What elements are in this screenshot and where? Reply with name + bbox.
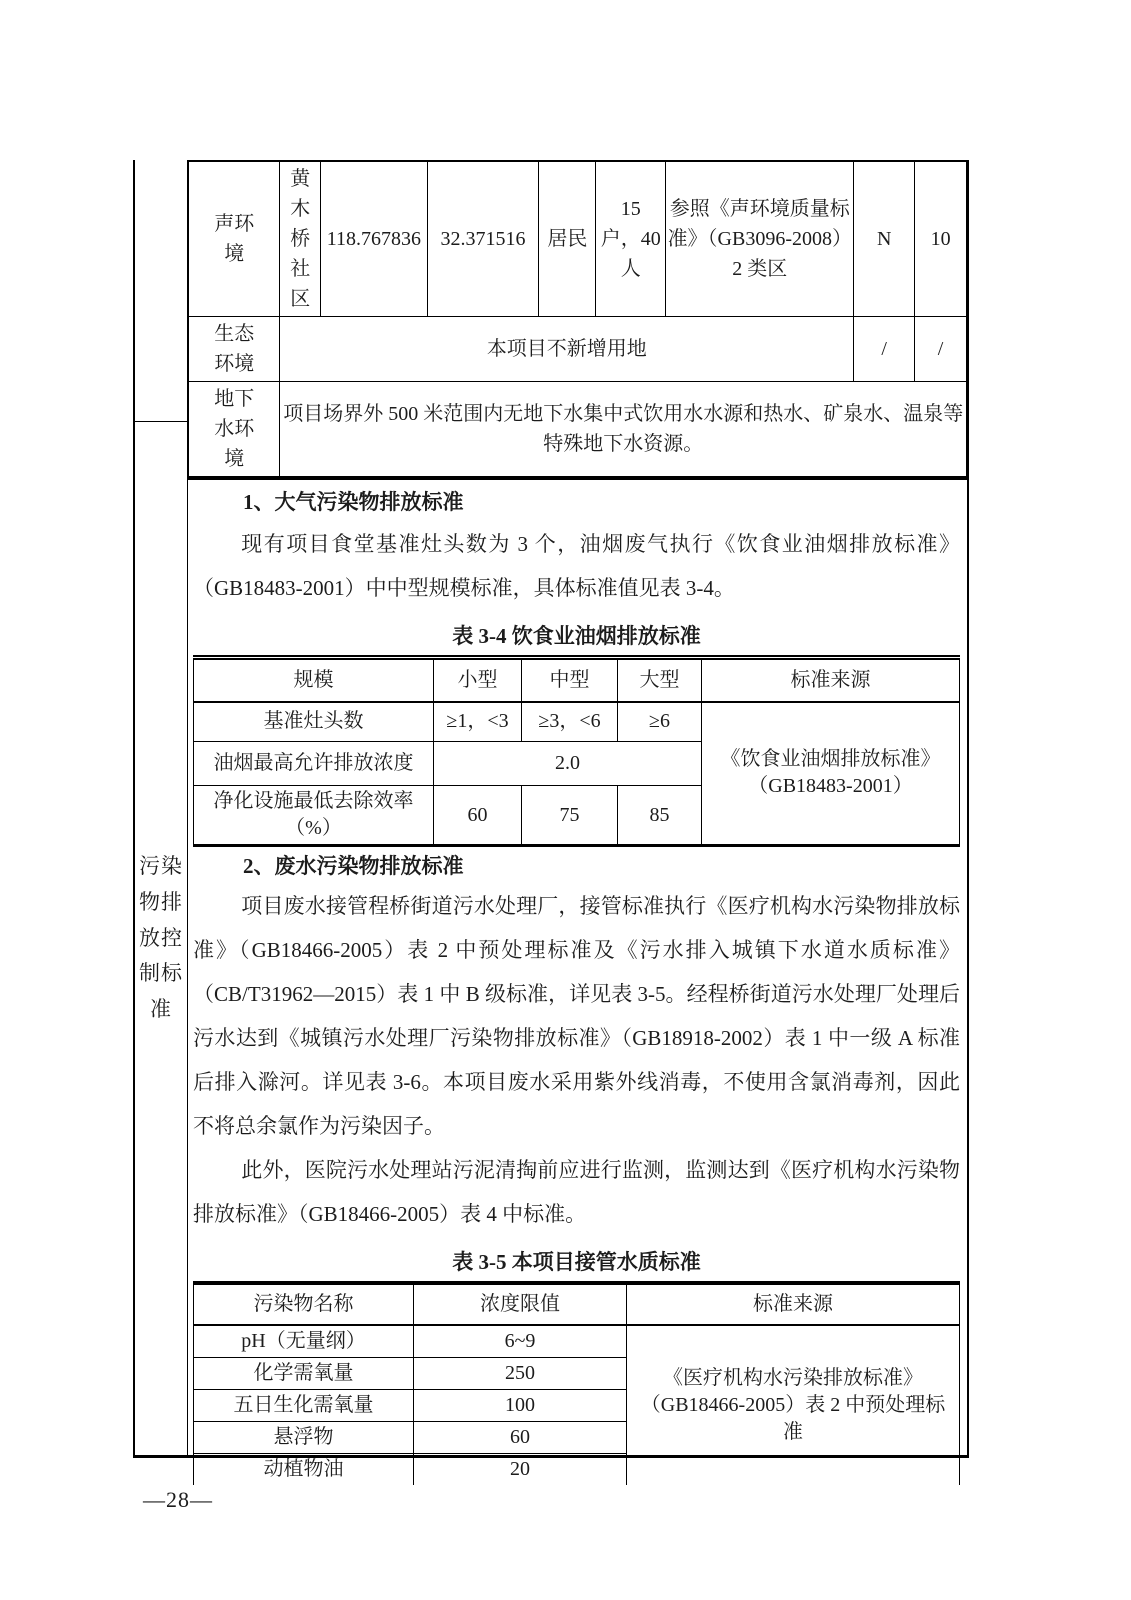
t34-header-source: 标准来源 (702, 658, 960, 702)
wastewater-paragraph-2: 此外，医院污水处理站污泥清掏前应进行监测，监测达到《医疗机构水污染物排放标准》（GB18466-2005）表 4 中标准。 (193, 1158, 960, 1226)
table-3-4-title: 表 3-4 饮食业油烟排放标准 (452, 624, 701, 648)
table-3-4-header-row (194, 658, 960, 702)
groundwater-category-label: 地下水环境 (214, 388, 255, 470)
ecology-category-label: 生态环境 (214, 323, 255, 375)
t34-header-small: 小型 (434, 658, 522, 702)
t34-header-large: 大型 (618, 658, 702, 702)
table-3-5 (193, 1281, 960, 1485)
air-pollutant-paragraph: 现有项目食堂基准灶头数为 3 个，油烟废气执行《饮食业油烟排放标准》（GB18483-2001）中中型规模标准，具体标准值见表 3-4。 (193, 532, 960, 600)
noise-scale-value: 15 户，40 人 (600, 198, 661, 280)
t35-row-ph (194, 1325, 960, 1358)
assessment-table (133, 160, 969, 1480)
t35-ph-limit: 6~9 (414, 1325, 627, 1358)
pollution-standards-content (188, 477, 967, 1480)
noise-category-cell (189, 161, 280, 317)
air-pollutant-heading: 1、大气污染物排放标准 (243, 490, 464, 514)
page-number: —28— (143, 1487, 213, 1512)
t34-burners-large: ≥6 (618, 702, 702, 742)
noise-latitude-cell: 32.371516 (427, 161, 539, 317)
noise-target-type-cell: 居民 (539, 161, 596, 317)
t34-burners-small: ≥1，<3 (434, 702, 522, 742)
t35-bod-name: 五日生化需氧量 (194, 1390, 414, 1422)
noise-distance-cell: 10 (915, 161, 967, 317)
wastewater-pollutant-heading: 2、废水污染物排放标准 (243, 854, 464, 878)
t34-efficiency-large: 85 (618, 786, 702, 846)
ecology-environment-row (189, 317, 967, 382)
t35-oil-limit: 20 (414, 1454, 627, 1486)
t34-burners-row (194, 702, 960, 742)
table-3-5-title: 表 3-5 本项目接管水质标准 (452, 1250, 701, 1274)
noise-site-name: 黄木桥社区 (290, 168, 311, 310)
noise-n-cell: N (854, 161, 915, 317)
pollution-standards-row-label: 污染物排放控制标准 (138, 854, 183, 1022)
t34-efficiency-medium: 75 (522, 786, 618, 846)
t35-cod-limit: 250 (414, 1358, 627, 1390)
t35-cod-name: 化学需氧量 (194, 1358, 414, 1390)
ecology-category-cell (189, 317, 280, 382)
groundwater-content-cell: 项目场界外 500 米范围内无地下水集中式饮用水水源和热水、矿泉水、温泉等特殊地下水资源。 (280, 382, 967, 477)
t35-header-name: 污染物名称 (194, 1283, 414, 1325)
table-3-4 (193, 655, 960, 847)
noise-environment-row (189, 161, 967, 317)
t34-header-scale: 规模 (194, 658, 434, 702)
t35-oil-name: 动植物油 (194, 1454, 414, 1486)
groundwater-environment-row (189, 382, 967, 477)
ecology-slash-cell-1: / (854, 317, 915, 382)
t34-header-medium: 中型 (522, 658, 618, 702)
wastewater-paragraph-1: 项目废水接管程桥街道污水处理厂，接管标准执行《医疗机构水污染物排放标准》（GB18466-2005）表 2 中预处理标准及《污水排入城镇下水道水质标准》（CB/T31962—2015）表 1 中 B 级标准，详见表 3-5。经程桥街道污水处理厂处理后污水达到《城镇污水处理厂污染物排放标准》（GB18918-2002）表 1 中一级 A 标准后排入滁河。详见表 3-6。本项目废水采用紫外线消毒，不使用含氯消毒剂，因此不将总余氯作为污染因子。 (193, 894, 960, 1138)
t35-ph-name: pH（无量纲） (194, 1325, 414, 1358)
t35-bod-limit: 100 (414, 1390, 627, 1422)
environment-status-table (188, 160, 967, 477)
noise-standard-cell: 参照《声环境质量标准》（GB3096-2008）2 类区 (666, 161, 854, 317)
ecology-content-cell: 本项目不新增用地 (280, 317, 854, 382)
t35-header-limit: 浓度限值 (414, 1283, 627, 1325)
t34-burners-label: 基准灶头数 (194, 702, 434, 742)
noise-scale-cell (596, 161, 666, 317)
row-header-column (135, 160, 188, 1455)
noise-longitude-cell: 118.767836 (321, 161, 428, 317)
row-header-spacer (135, 160, 187, 422)
table-3-5-header-row (194, 1283, 960, 1325)
t34-source-cell: 《饮食业油烟排放标准》（GB18483-2001） (702, 702, 960, 846)
t34-efficiency-label: 净化设施最低去除效率（%） (194, 786, 434, 846)
pollution-standards-row-header (135, 422, 187, 1455)
noise-site-cell (280, 161, 321, 317)
t34-concentration-label: 油烟最高允许排放浓度 (194, 742, 434, 786)
t35-header-source: 标准来源 (627, 1283, 960, 1325)
t34-concentration-value: 2.0 (434, 742, 702, 786)
t35-source-cell: 《医疗机构水污染排放标准》（GB18466-2005）表 2 中预处理标准 (627, 1325, 960, 1485)
t34-burners-medium: ≥3，<6 (522, 702, 618, 742)
ecology-slash-cell-2: / (915, 317, 967, 382)
noise-category-label: 声环境 (214, 213, 255, 265)
t34-efficiency-small: 60 (434, 786, 522, 846)
groundwater-category-cell (189, 382, 280, 477)
t35-ss-name: 悬浮物 (194, 1422, 414, 1454)
t35-ss-limit: 60 (414, 1422, 627, 1454)
